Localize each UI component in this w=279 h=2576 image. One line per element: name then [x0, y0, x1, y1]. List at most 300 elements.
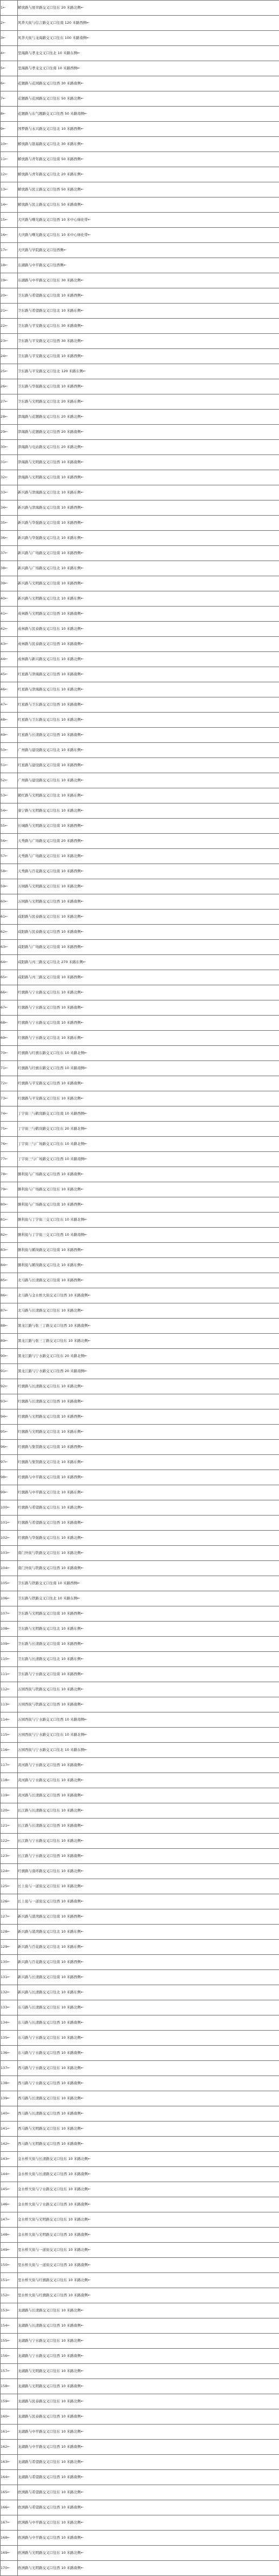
row-number: 42← — [1, 622, 18, 637]
table-row — [1, 2000, 279, 2015]
row-number: 41← — [1, 607, 18, 622]
row-number: 74← — [1, 1106, 18, 1122]
location-text: 龙湖路与宁水路交叉口往西 10 米路南侧← — [18, 2349, 279, 2364]
location-text: 丁字街三与广场路交叉口往西 10 米路南侧← — [18, 1152, 279, 1167]
location-text: 咸阳路与广场路交叉口往南 10 米路西侧← — [18, 940, 279, 955]
row-number: 154← — [1, 2318, 18, 2334]
table-row — [1, 2425, 279, 2440]
location-text: 龙湖路与长清路交叉口往东 10 米路北侧← — [18, 2303, 279, 2318]
location-text: 津海路与光明路交叉口往西 10 米路南侧← — [18, 455, 279, 470]
row-number: 58← — [1, 864, 18, 879]
location-text: 金水桥大街与宁水路交叉口往东 10 米路北侧← — [18, 2182, 279, 2197]
row-number: 170← — [1, 2561, 18, 2576]
row-number: 25← — [1, 364, 18, 379]
location-text: 西马路与宁水路交叉口往西 10 米路南侧← — [18, 2076, 279, 2091]
row-number: 63← — [1, 940, 18, 955]
row-number: 73← — [1, 1091, 18, 1106]
location-text: 卫东路与希望路交叉口往南 10 米路西侧← — [18, 288, 279, 304]
location-text: 黄河路与长清路交叉口往西 10 米路南侧← — [18, 1788, 279, 1803]
table-row — [1, 1712, 279, 1728]
table-row — [1, 2212, 279, 2228]
table-row — [1, 1940, 279, 1955]
row-number: 169← — [1, 2546, 18, 2561]
table-row — [1, 1091, 279, 1106]
table-row — [1, 2031, 279, 2046]
location-text: 卫东路与长清路交叉口往北 10 米路东侧← — [18, 1652, 279, 1667]
location-text: 北马路与长清路交叉口往东 10 米路北侧← — [18, 1303, 279, 1319]
table-row — [1, 455, 279, 470]
table-row — [1, 2061, 279, 2076]
row-number: 132← — [1, 1985, 18, 2000]
location-text: 勝利街与丁字街三交叉口往西 10 米路南侧← — [18, 1228, 279, 1243]
location-text: 龙湖路与长清路交叉口往西 10 米路南侧← — [18, 2318, 279, 2334]
location-text: 万园西街与铁路交叉口往东 10 米路北侧← — [18, 1682, 279, 1697]
table-row — [1, 1970, 279, 1985]
row-number: 4← — [1, 46, 18, 61]
location-text: 黑龙江路与张三丁路交叉口往西 10 米路南侧← — [18, 1319, 279, 1334]
table-row — [1, 1334, 279, 1349]
location-text: 成林路与光明路交叉口往西 10 米路南侧← — [18, 607, 279, 622]
row-number: 18← — [1, 258, 18, 273]
table-row — [1, 1288, 279, 1303]
table-row — [1, 1455, 279, 1470]
table-row — [1, 2531, 279, 2546]
table-row — [1, 288, 279, 304]
table-row — [1, 2076, 279, 2091]
row-number: 61← — [1, 910, 18, 925]
row-number: 67← — [1, 1000, 18, 1016]
location-text: 金水桥大街与光明路交叉口往东 10 米路北侧← — [18, 2212, 279, 2228]
location-text: 长江路与宁水路交叉口往东 10 米路北侧← — [18, 1834, 279, 1849]
table-row — [1, 1273, 279, 1288]
table-row — [1, 1122, 279, 1137]
row-number: 64← — [1, 955, 18, 970]
row-number: 145← — [1, 2182, 18, 2197]
table-row — [1, 1728, 279, 1743]
location-text: 万园西街与宁水路交叉口往东 10 米路北侧← — [18, 1728, 279, 1743]
row-number: 79← — [1, 1182, 18, 1197]
location-text: 东马路与宁水路交叉口往西 10 米路南侧← — [18, 2046, 279, 2061]
row-number: 157← — [1, 2364, 18, 2379]
table-row — [1, 1925, 279, 1940]
table-row — [1, 682, 279, 697]
table-row — [1, 1909, 279, 1925]
location-text: 龙湖路与中平路交叉口往西 10 米路南侧← — [18, 2440, 279, 2455]
row-number: 92← — [1, 1379, 18, 1394]
location-text: 成林路与民泰路交叉口往东 10 米路北侧← — [18, 622, 279, 637]
row-number: 161← — [1, 2425, 18, 2440]
row-number: 138← — [1, 2076, 18, 2091]
location-text: 咸阳路与民泰路交叉口往西 10 米路南侧← — [18, 925, 279, 940]
row-number: 149← — [1, 2243, 18, 2258]
row-number: 37← — [1, 546, 18, 561]
location-text: 里水桥大街与红旗路交叉口往东 10 米路北侧← — [18, 2273, 279, 2288]
location-text: 金水桥大街与宁水路交叉口往西 10 米路南侧← — [18, 2197, 279, 2212]
location-text: 新兴路与华强路交叉口往南 10 米路西侧← — [18, 516, 279, 531]
row-number: 108← — [1, 1622, 18, 1637]
table-row — [1, 364, 279, 379]
location-text: 勝利街与广场路交叉口往南 10 米路西侧← — [18, 1197, 279, 1213]
location-text: 长江路与长清路交叉口往东 10 米路北侧← — [18, 1803, 279, 1819]
table-row — [1, 2515, 279, 2531]
location-text: 咸阳路与丙三路交叉口往南 10 米路西侧← — [18, 970, 279, 985]
location-text: 欧洲路与希望路交叉口往东 10 米路北侧← — [18, 2485, 279, 2500]
table-row — [1, 1773, 279, 1788]
table-row — [1, 1788, 279, 1803]
row-number: 49← — [1, 728, 18, 743]
location-text: 卫东路与平安路交叉口往西 30 米路北侧← — [18, 334, 279, 349]
row-number: 168← — [1, 2531, 18, 2546]
row-number: 160← — [1, 2409, 18, 2425]
row-number: 43← — [1, 637, 18, 652]
table-row — [1, 2137, 279, 2152]
table-row — [1, 2440, 279, 2455]
row-number: 10← — [1, 137, 18, 152]
row-number: 134← — [1, 2015, 18, 2031]
table-row — [1, 334, 279, 349]
location-text: 万园西街与宁水路交叉口往西 10 米路南侧← — [18, 1712, 279, 1728]
location-text: 咸阳路与民泰路交叉口往东 10 米路北侧← — [18, 910, 279, 925]
row-number: 8← — [1, 107, 18, 122]
location-text: 欧洲路与中平路交叉口往西 10 米路南侧← — [18, 2531, 279, 2546]
table-row — [1, 1319, 279, 1334]
table-row — [1, 1440, 279, 1455]
row-number: 69← — [1, 1031, 18, 1046]
row-number: 97← — [1, 1455, 18, 1470]
table-row — [1, 349, 279, 364]
table-row — [1, 607, 279, 622]
table-row — [1, 531, 279, 546]
table-row — [1, 1834, 279, 1849]
location-text: 东马路与宁水路交叉口往东 10 米路北侧← — [18, 2031, 279, 2046]
row-number: 133← — [1, 2000, 18, 2015]
row-number: 158← — [1, 2379, 18, 2394]
table-row — [1, 197, 279, 213]
row-number: 88← — [1, 1319, 18, 1334]
table-row — [1, 2318, 279, 2334]
row-number: 28← — [1, 410, 18, 425]
row-number: 5← — [1, 61, 18, 76]
location-text: 卫东路与光明路交叉口往北 20 米路东侧← — [18, 394, 279, 410]
table-row — [1, 2364, 279, 2379]
location-text: 天秀路与百花路交叉口往南 10 米路西侧← — [18, 864, 279, 879]
location-text: 红旗路与宁水路交叉口往东 10 米路北侧← — [18, 985, 279, 1000]
table-row — [1, 2546, 279, 2561]
location-text: 龙湖路与希望路交叉口往西 10 米路南侧← — [18, 2470, 279, 2485]
location-text: 解放路与青年路交叉口往南 50 米路西侧← — [18, 152, 279, 167]
table-row — [1, 516, 279, 531]
row-number: 21← — [1, 304, 18, 319]
location-text: 西马路与长清路交叉口往西 10 米路南侧← — [18, 2106, 279, 2122]
table-row — [1, 2349, 279, 2364]
location-text: 红旗路与华强路交叉口往东 10 米路北侧← — [18, 1531, 279, 1546]
location-text: 新兴路与光明路交叉口往北 10 米路东侧← — [18, 591, 279, 607]
row-number: 90← — [1, 1349, 18, 1364]
location-text: 红旗路与希望路交叉口往东 10 米路北侧← — [18, 1500, 279, 1516]
location-text: 黄河路与宁水路交叉口往东 10 米路北侧← — [18, 1773, 279, 1788]
table-row — [1, 1637, 279, 1652]
table-row — [1, 1106, 279, 1122]
table-row — [1, 970, 279, 985]
location-text: 新兴路与广场路交叉口往南 10 米路西侧← — [18, 546, 279, 561]
location-text: 红旗路与宁水路交叉口往西 10 米路南侧← — [18, 1000, 279, 1016]
table-row — [1, 91, 279, 107]
table-row — [1, 1622, 279, 1637]
table-row — [1, 319, 279, 334]
location-text: 长江路与宁水路交叉口往西 10 米路南侧← — [18, 1849, 279, 1864]
table-row — [1, 2303, 279, 2318]
row-number: 151← — [1, 2273, 18, 2288]
row-number: 3← — [1, 31, 18, 46]
location-text: 勝利街与鹤岗路交叉口往北 10 米路东侧← — [18, 1258, 279, 1273]
location-text: 丁字街三与广场路交叉口往东 10 米路北侧← — [18, 1137, 279, 1152]
location-text: 里水桥大街与一道街交叉口往东 10 米路北侧← — [18, 2243, 279, 2258]
table-row — [1, 1182, 279, 1197]
table-row — [1, 788, 279, 803]
location-text: 欧洲路与光明路交叉口往东 10 米路北侧← — [18, 2546, 279, 2561]
location-text: 万园路与光明路交叉口往东 10 米路北侧← — [18, 879, 279, 894]
row-number: 96← — [1, 1440, 18, 1455]
table-row — [1, 1546, 279, 1561]
row-number: 65← — [1, 970, 18, 985]
location-text: 勝利街与丁字街三交叉口往东 10 米路北侧← — [18, 1213, 279, 1228]
location-text: 卫东路与希望路交叉口往北 10 米路东侧← — [18, 304, 279, 319]
row-number: 30← — [1, 440, 18, 455]
row-number: 78← — [1, 1167, 18, 1182]
location-text: 万园西街与宁水路交叉口往北 10 米路东侧← — [18, 1743, 279, 1758]
location-text: 红旗路与长清路交叉口往西 10 米路南侧← — [18, 1394, 279, 1409]
row-number: 6← — [1, 76, 18, 91]
table-row — [1, 1894, 279, 1909]
table-row — [1, 864, 279, 879]
row-number: 89← — [1, 1334, 18, 1349]
row-number: 80← — [1, 1197, 18, 1213]
location-text: 卫东路与光明路交叉口往北 10 米路东侧← — [18, 1622, 279, 1637]
location-text: 红旗路与集贤路交叉口往北 10 米路东侧← — [18, 1455, 279, 1470]
row-number: 12← — [1, 167, 18, 182]
row-number: 142← — [1, 2137, 18, 2152]
location-text: 天秀路与广场路交叉口往南 20 米路西侧← — [18, 834, 279, 849]
location-text: 金水桥大街与光明路交叉口往西 10 米路南侧← — [18, 2228, 279, 2243]
row-number: 167← — [1, 2515, 18, 2531]
row-number: 9← — [1, 122, 18, 137]
location-text: 南门外街与铁路交叉口往东 10 米路北侧← — [18, 1546, 279, 1561]
location-text: 国梦路与永兴路交叉口往北 10 米路西侧← — [18, 122, 279, 137]
location-text: 红星路与卫东路交叉口往西 10 米路南侧← — [18, 697, 279, 713]
location-text: 花题路与花园路交叉口往西 30 米路南侧← — [18, 76, 279, 91]
location-text: 天秀路与广场路交叉口往东 10 米路北侧← — [18, 849, 279, 864]
table-row — [1, 1167, 279, 1182]
location-text: 东马路与长清路交叉口往西 10 米路南侧← — [18, 2015, 279, 2031]
location-text: 卫东路与铁路交叉口往北 10 米路东侧← — [18, 1591, 279, 1606]
table-row — [1, 2015, 279, 2031]
row-number: 109← — [1, 1637, 18, 1652]
location-text: 勝利街与广场路交叉口往东 10 米路北侧← — [18, 1182, 279, 1197]
location-text: 里水桥大街与红旗路交叉口往西 10 米路南侧← — [18, 2288, 279, 2303]
table-row — [1, 410, 279, 425]
location-text: 解放路与民主路交叉口往东 50 米路南侧← — [18, 197, 279, 213]
table-row — [1, 107, 279, 122]
row-number: 115← — [1, 1728, 18, 1743]
location-text: 卫东路与平安路交叉口往南 10 米路西侧← — [18, 349, 279, 364]
table-row — [1, 561, 279, 576]
table-row — [1, 2182, 279, 2197]
location-text: 卫东路与平安路交叉口往东 30 米路南侧← — [18, 319, 279, 334]
location-text: 红旗路与宁水路交叉口往南 10 米路西侧← — [18, 1016, 279, 1031]
row-number: 23← — [1, 334, 18, 349]
row-number: 35← — [1, 516, 18, 531]
table-row — [1, 1303, 279, 1319]
table-row — [1, 425, 279, 440]
table-row — [1, 1364, 279, 1379]
row-number: 34← — [1, 500, 18, 516]
location-text: 新兴路与华强路交叉口往北 10 米路东侧← — [18, 531, 279, 546]
table-row — [1, 1046, 279, 1061]
row-number: 91← — [1, 1364, 18, 1379]
table-row — [1, 1258, 279, 1273]
row-number: 164← — [1, 2470, 18, 2485]
row-number: 131← — [1, 1970, 18, 1985]
row-number: 165← — [1, 2485, 18, 2500]
table-row — [1, 985, 279, 1000]
table-row — [1, 1849, 279, 1864]
table-row — [1, 2106, 279, 2122]
table-row — [1, 849, 279, 864]
row-number: 14← — [1, 197, 18, 213]
location-text: 新兴路与百花路交叉口往北 10 米路东侧← — [18, 1940, 279, 1955]
table-row — [1, 440, 279, 455]
location-text: 西马路与宁水路交叉口往东 10 米路北侧← — [18, 2061, 279, 2076]
table-row — [1, 1879, 279, 1894]
location-text: 新兴路与长清路交叉口往北 10 米路东侧← — [18, 1985, 279, 2000]
row-number: 122← — [1, 1834, 18, 1849]
table-row — [1, 1213, 279, 1228]
row-number: 85← — [1, 1273, 18, 1288]
row-number: 120← — [1, 1803, 18, 1819]
table-row — [1, 379, 279, 394]
row-number: 52← — [1, 773, 18, 788]
table-row — [1, 167, 279, 182]
location-text: 金水桥大街与长清路交叉口往东 10 米路北侧← — [18, 2152, 279, 2167]
table-row — [1, 1955, 279, 1970]
location-text: 广州路与建设路交叉口往东 10 米路北侧← — [18, 773, 279, 788]
table-row — [1, 2197, 279, 2212]
location-text: 解放路与青年路交叉口往北 20 米路东侧← — [18, 167, 279, 182]
table-row — [1, 258, 279, 273]
table-row — [1, 213, 279, 228]
row-number: 119← — [1, 1788, 18, 1803]
row-number: 137← — [1, 2061, 18, 2076]
table-row — [1, 2500, 279, 2515]
row-number: 20← — [1, 288, 18, 304]
location-text: 勝利街与广场路交叉口往西 10 米路南侧← — [18, 1167, 279, 1182]
table-row — [1, 2288, 279, 2303]
row-number: 117← — [1, 1758, 18, 1773]
table-row — [1, 713, 279, 728]
location-text: 龙湖路与民泰路交叉口往东 10 米路北侧← — [18, 2394, 279, 2409]
location-text: 龙湖路与中平路交叉口往东 10 米路北侧← — [18, 2425, 279, 2440]
location-text: 卫东路与华强路交叉口往南 10 米路西侧← — [18, 379, 279, 394]
table-row — [1, 500, 279, 516]
row-number: 38← — [1, 561, 18, 576]
row-number: 48← — [1, 713, 18, 728]
table-row — [1, 1137, 279, 1152]
row-number: 136← — [1, 2046, 18, 2061]
row-number: 68← — [1, 1016, 18, 1031]
row-number: 135← — [1, 2031, 18, 2046]
table-row — [1, 667, 279, 682]
location-text: 津海路与电站路交叉口往东 20 米路北侧← — [18, 440, 279, 455]
row-number: 57← — [1, 849, 18, 864]
table-row — [1, 834, 279, 849]
row-number: 116← — [1, 1743, 18, 1758]
table-row — [1, 46, 279, 61]
row-number: 126← — [1, 1894, 18, 1909]
table-row — [1, 591, 279, 607]
table-row — [1, 2334, 279, 2349]
table-row — [1, 1000, 279, 1016]
table-row — [1, 2167, 279, 2182]
location-text: 成林路与新兴路交叉口往东 10 米路北侧← — [18, 652, 279, 667]
location-text: 万园路与光明路交叉口往西 10 米路南侧← — [18, 894, 279, 910]
table-row — [1, 1, 279, 16]
table-row — [1, 485, 279, 500]
table-row — [1, 304, 279, 319]
row-number: 82← — [1, 1228, 18, 1243]
location-text: 风华大街与龙海路交叉口往东 100 米路南侧← — [18, 31, 279, 46]
table-row — [1, 1819, 279, 1834]
row-number: 112← — [1, 1682, 18, 1697]
row-number: 105← — [1, 1576, 18, 1591]
table-row — [1, 2561, 279, 2576]
row-number: 50← — [1, 743, 18, 758]
row-number: 87← — [1, 1303, 18, 1319]
row-number: 19← — [1, 273, 18, 288]
table-row — [1, 1485, 279, 1500]
location-text: 红旗路与光明路交叉口往北 10 米路东侧← — [18, 1425, 279, 1440]
table-row — [1, 243, 279, 258]
table-row — [1, 2485, 279, 2500]
row-number: 106← — [1, 1591, 18, 1606]
table-row — [1, 1349, 279, 1364]
table-row — [1, 1743, 279, 1758]
location-text: 龙湖路与民泰路交叉口往西 10 米路南侧← — [18, 2409, 279, 2425]
table-row — [1, 2122, 279, 2137]
table-row — [1, 1394, 279, 1409]
table-row — [1, 1228, 279, 1243]
location-text: 长上街与一道街交叉口往西 10 米路南侧← — [18, 1894, 279, 1909]
table-row — [1, 2273, 279, 2288]
table-row — [1, 76, 279, 91]
row-number: 156← — [1, 2349, 18, 2364]
location-text: 红旗路与红旗东路交叉口往西 10 米路南侧← — [18, 1061, 279, 1076]
table-row — [1, 546, 279, 561]
table-row — [1, 1531, 279, 1546]
row-number: 15← — [1, 213, 18, 228]
row-number: 110← — [1, 1652, 18, 1667]
row-number: 16← — [1, 228, 18, 243]
location-text: 解放路与展幸路交叉口往东 20 米路北侧← — [18, 1, 279, 16]
row-number: 114← — [1, 1712, 18, 1728]
location-text: 红旗路与中平路交叉口往南 10 米路西侧← — [18, 1470, 279, 1485]
row-number: 127← — [1, 1909, 18, 1925]
table-row — [1, 910, 279, 925]
table-row — [1, 1667, 279, 1682]
row-number: 107← — [1, 1606, 18, 1622]
table-row — [1, 16, 279, 31]
row-number: 46← — [1, 682, 18, 697]
location-text: 红星路与津海路交叉口往西 10 米路南侧← — [18, 667, 279, 682]
